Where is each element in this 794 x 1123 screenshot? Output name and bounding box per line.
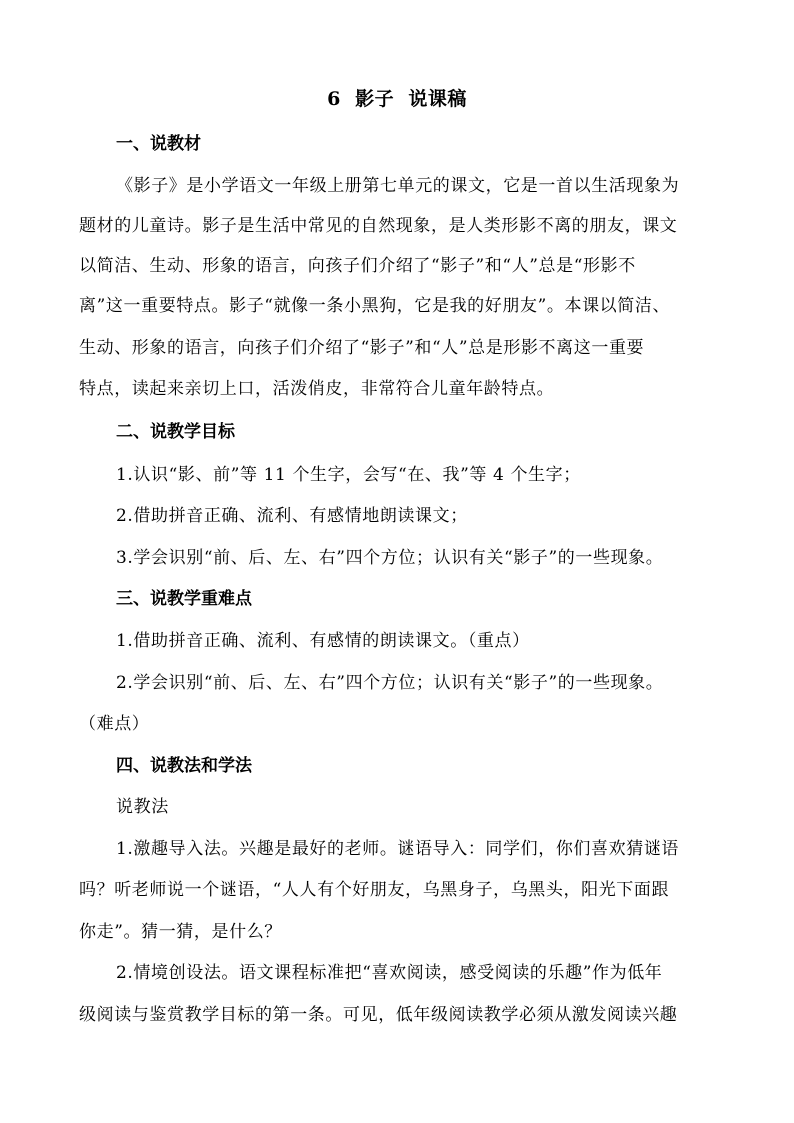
paragraph-line: 以简洁、生动、形象的语言，向孩子们介绍了“影子”和“人”总是“形影不 — [79, 256, 636, 276]
paragraph-line: 吗？听老师说一个谜语，“人人有个好朋友，乌黑身子，乌黑头，阳光下面跟 — [79, 880, 670, 900]
section-heading-textbook: 一、说教材 — [116, 134, 201, 154]
paragraph-line: 2.情境创设法。语文课程标准把“喜欢阅读，感受阅读的乐趣”作为低年 — [116, 963, 663, 983]
paragraph-line: 特点，读起来亲切上口，活泼俏皮，非常符合儿童年龄特点。 — [79, 379, 555, 399]
goal-item: 1.认识“影、前”等 11 个生字，会写“在、我”等 4 个生字； — [116, 465, 581, 485]
paragraph-line: 你走”。猜一猜，是什么？ — [79, 922, 282, 942]
paragraph-line: 离”这一重要特点。影子“就像一条小黑狗，它是我的好朋友”。本课以简洁、 — [79, 296, 671, 316]
paragraph-line: 《影子》是小学语文一年级上册第七单元的课文，它是一首以生活现象为 — [116, 176, 680, 196]
section-heading-goals: 二、说教学目标 — [116, 422, 235, 442]
key-point-item: 1.借助拼音正确、流利、有感情的朗读课文。（重点） — [116, 631, 530, 651]
paragraph-line: 题材的儿童诗。影子是生活中常见的自然现象，是人类形影不离的朋友，课文 — [79, 216, 678, 236]
paragraph-line: 生动、形象的语言，向孩子们介绍了“影子”和“人”总是形影不离这一重要 — [79, 338, 645, 358]
goal-item: 3.学会识别“前、后、左、右”四个方位；认识有关“影子”的一些现象。 — [116, 548, 664, 568]
key-point-item: 2.学会识别“前、后、左、右”四个方位；认识有关“影子”的一些现象。 — [116, 673, 664, 693]
section-heading-key-points: 三、说教学重难点 — [116, 589, 252, 609]
section-heading-methods: 四、说教法和学法 — [116, 756, 252, 776]
paragraph-line: 级阅读与鉴赏教学目标的第一条。可见，低年级阅读教学必须从激发阅读兴趣 — [79, 1005, 678, 1025]
subheading-teaching-method: 说教法 — [116, 797, 169, 817]
page-title: 6 影子 说课稿 — [327, 88, 467, 110]
goal-item: 2.借助拼音正确、流利、有感情地朗读课文； — [116, 506, 468, 526]
paragraph-line: 1.激趣导入法。兴趣是最好的老师。谜语导入：同学们，你们喜欢猜谜语 — [116, 839, 680, 859]
key-point-item: （难点） — [79, 714, 150, 734]
